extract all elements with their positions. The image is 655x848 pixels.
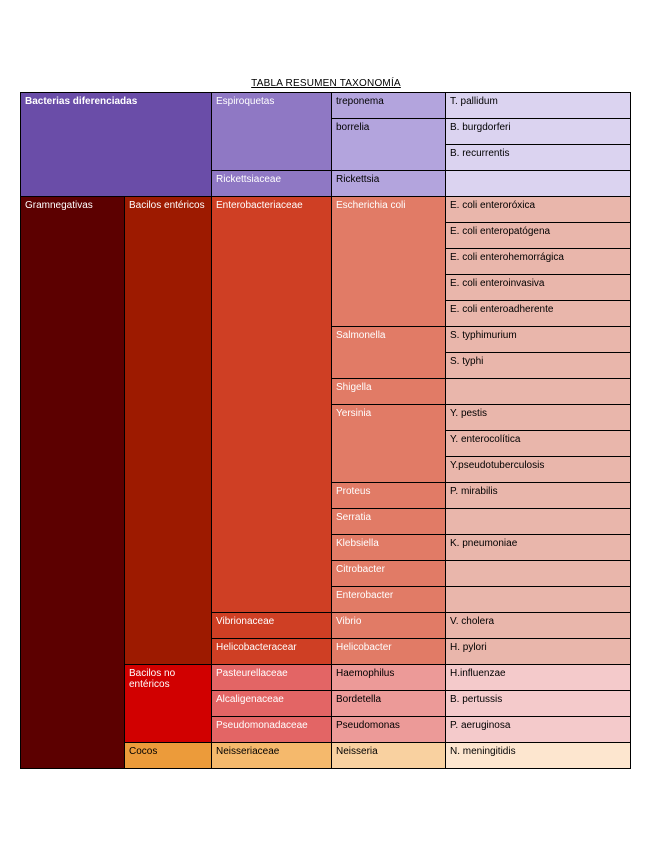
subcategory-cell: Bacilos no entéricos [125,665,212,743]
species-cell: E. coli enterohemorrágica [446,249,631,275]
species-cell [446,379,631,405]
genus-cell: Salmonella [332,327,446,379]
genus-cell: Escherichia coli [332,197,446,327]
family-cell: Pasteurellaceae [212,665,332,691]
species-cell: T. pallidum [446,93,631,119]
species-cell: B. pertussis [446,691,631,717]
genus-cell: Neisseria [332,743,446,769]
subcategory-cell: Cocos [125,743,212,769]
species-cell: Y.pseudotuberculosis [446,457,631,483]
species-cell: K. pneumoniae [446,535,631,561]
species-cell: E. coli enteroróxica [446,197,631,223]
species-cell: E. coli enteroadherente [446,301,631,327]
species-cell: N. meningitidis [446,743,631,769]
genus-cell: borrelia [332,119,446,171]
family-cell: Alcaligenaceae [212,691,332,717]
species-cell: V. cholera [446,613,631,639]
species-cell: E. coli enteroinvasiva [446,275,631,301]
species-cell [446,509,631,535]
table-row [21,93,631,119]
family-cell: Helicobacteracear [212,639,332,665]
species-cell: H. pylori [446,639,631,665]
genus-cell: Helicobacter [332,639,446,665]
family-cell: Neisseriaceae [212,743,332,769]
genus-cell: Serratia [332,509,446,535]
category-cell: Bacterias diferenciadas [21,93,212,197]
genus-cell: Shigella [332,379,446,405]
genus-cell: Haemophilus [332,665,446,691]
category-cell: Gramnegativas [21,197,125,769]
genus-cell: Rickettsia [332,171,446,197]
species-cell: Y. pestis [446,405,631,431]
species-cell: S. typhimurium [446,327,631,353]
species-cell: P. aeruginosa [446,717,631,743]
table-row [21,197,631,223]
genus-cell: Citrobacter [332,561,446,587]
genus-cell: Proteus [332,483,446,509]
genus-cell: Bordetella [332,691,446,717]
genus-cell: Klebsiella [332,535,446,561]
species-cell: E. coli enteropatógena [446,223,631,249]
species-cell: B. recurrentis [446,145,631,171]
genus-cell: Yersinia [332,405,446,483]
genus-cell: Pseudomonas [332,717,446,743]
species-cell [446,587,631,613]
genus-cell: Enterobacter [332,587,446,613]
family-cell: Vibrionaceae [212,613,332,639]
species-cell: Y. enterocolítica [446,431,631,457]
table-title: TABLA RESUMEN TAXONOMÍA [251,78,401,89]
family-cell: Enterobacteriaceae [212,197,332,613]
genus-cell: Vibrio [332,613,446,639]
subcategory-cell: Bacilos entéricos [125,197,212,665]
taxonomy-table [20,92,631,769]
genus-cell: treponema [332,93,446,119]
family-cell: Pseudomonadaceae [212,717,332,743]
species-cell [446,561,631,587]
species-cell: H.influenzae [446,665,631,691]
species-cell: S. typhi [446,353,631,379]
species-cell: B. burgdorferi [446,119,631,145]
species-cell: P. mirabilis [446,483,631,509]
family-cell: Espiroquetas [212,93,332,171]
family-cell: Rickettsiaceae [212,171,332,197]
species-cell [446,171,631,197]
